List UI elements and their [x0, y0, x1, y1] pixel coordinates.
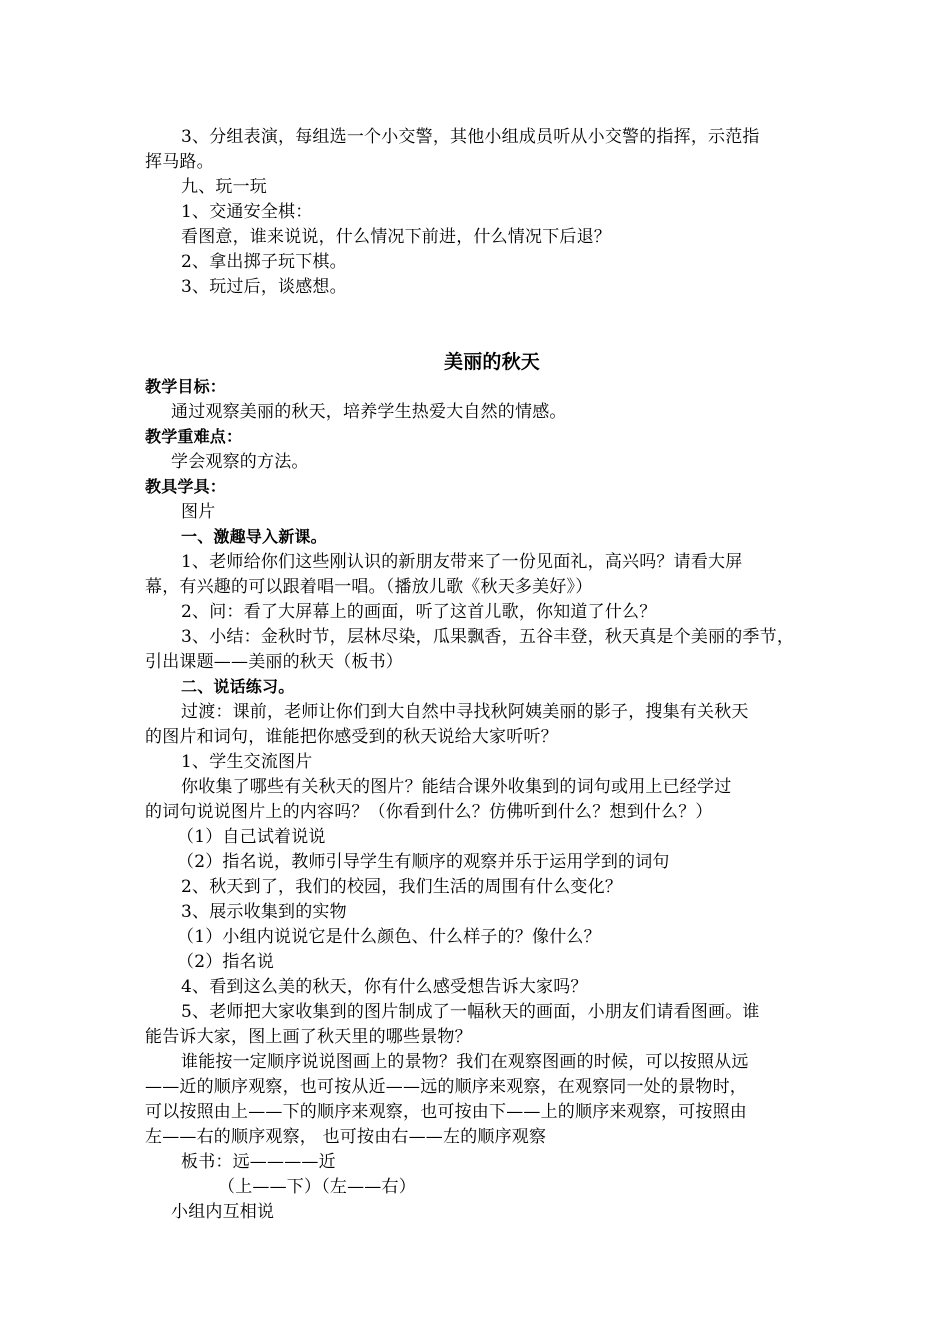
- paragraph-line: 1、老师给你们这些刚认识的新朋友带来了一份见面礼，高兴吗？请看大屏: [181, 552, 743, 572]
- paragraph-line: 看图意，谁来说说，什么情况下前进，什么情况下后退？: [181, 227, 611, 247]
- list-item: 2、秋天到了，我们的校园，我们生活的周围有什么变化？: [181, 877, 623, 897]
- list-item: 4、看到这么美的秋天，你有什么感受想告诉大家吗？: [181, 977, 588, 997]
- paragraph-line: 小组内互相说: [171, 1202, 275, 1222]
- paragraph-line: 3、分组表演，每组选一个小交警，其他小组成员听从小交警的指挥，示范指: [181, 127, 760, 147]
- list-item: （2）指名说，教师引导学生有顺序的观察并乐于运用学到的词句: [177, 852, 670, 872]
- board-note: 板书：远————近: [181, 1152, 336, 1172]
- list-item: 3、展示收集到的实物: [181, 902, 347, 922]
- paragraph-line: 的图片和词句，谁能把你感受到的秋天说给大家听听？: [145, 727, 558, 747]
- list-item: （2）指名说: [177, 952, 275, 972]
- list-item: （1）小组内说说它是什么颜色、什么样子的？像什么？: [177, 927, 601, 947]
- key-label: 教学重难点：: [145, 427, 243, 446]
- paragraph-line: 左——右的顺序观察， 也可按由右——左的顺序观察: [145, 1127, 547, 1147]
- section-heading: 二、说话练习。: [181, 677, 295, 696]
- paragraph-line: 能告诉大家，图上画了秋天里的哪些景物？: [145, 1027, 472, 1047]
- lesson-title: 美丽的秋天: [444, 351, 541, 373]
- paragraph-line: 3、小结：金秋时节，层林尽染，瓜果飘香，五谷丰登，秋天真是个美丽的季节，: [181, 627, 795, 647]
- paragraph-line: 5、老师把大家收集到的图片制成了一幅秋天的画面，小朋友们请看图画。谁: [181, 1002, 760, 1022]
- paragraph-line: 过渡：课前，老师让你们到大自然中寻找秋阿姨美丽的影子，搜集有关秋天: [181, 702, 749, 722]
- board-note: （上——下）（左——右）: [218, 1177, 416, 1197]
- paragraph-line: ——近的顺序观察，也可按从近——远的顺序来观察，在观察同一处的景物时，: [145, 1077, 747, 1097]
- list-item: 2、拿出掷子玩下棋。: [181, 252, 347, 272]
- key-text: 学会观察的方法。: [171, 452, 309, 472]
- section-heading: 一、激趣导入新课。: [181, 527, 327, 546]
- goal-text: 通过观察美丽的秋天，培养学生热爱大自然的情感。: [171, 402, 567, 422]
- paragraph-line: 引出课题——美丽的秋天（板书）: [145, 652, 403, 672]
- paragraph-line: 可以按照由上——下的顺序来观察，也可按由下——上的顺序来观察，可按照由: [145, 1102, 747, 1122]
- section-heading: 九、玩一玩: [181, 177, 267, 197]
- list-item: （1）自己试着说说: [177, 827, 326, 847]
- goal-label: 教学目标：: [145, 377, 227, 396]
- paragraph-line: 谁能按一定顺序说说图画上的景物？我们在观察图画的时候，可以按照从远: [181, 1052, 749, 1072]
- paragraph-line: 你收集了哪些有关秋天的图片？能结合课外收集到的词句或用上已经学过: [181, 777, 732, 797]
- paragraph-line: 幕，有兴趣的可以跟着唱一唱。（播放儿歌《秋天多美好》）: [145, 577, 593, 597]
- list-item: 1、学生交流图片: [181, 752, 313, 772]
- paragraph-line: 挥马路。: [145, 152, 214, 172]
- paragraph-line: 2、问：看了大屏幕上的画面，听了这首儿歌，你知道了什么？: [181, 602, 657, 622]
- paragraph-line: 的词句说说图片上的内容吗？（你看到什么？仿佛听到什么？想到什么？）: [145, 802, 713, 822]
- list-item: 3、玩过后，谈感想。: [181, 277, 347, 297]
- list-item: 1、交通安全棋：: [181, 202, 313, 222]
- tools-text: 图片: [181, 502, 216, 522]
- tools-label: 教具学具：: [145, 477, 227, 496]
